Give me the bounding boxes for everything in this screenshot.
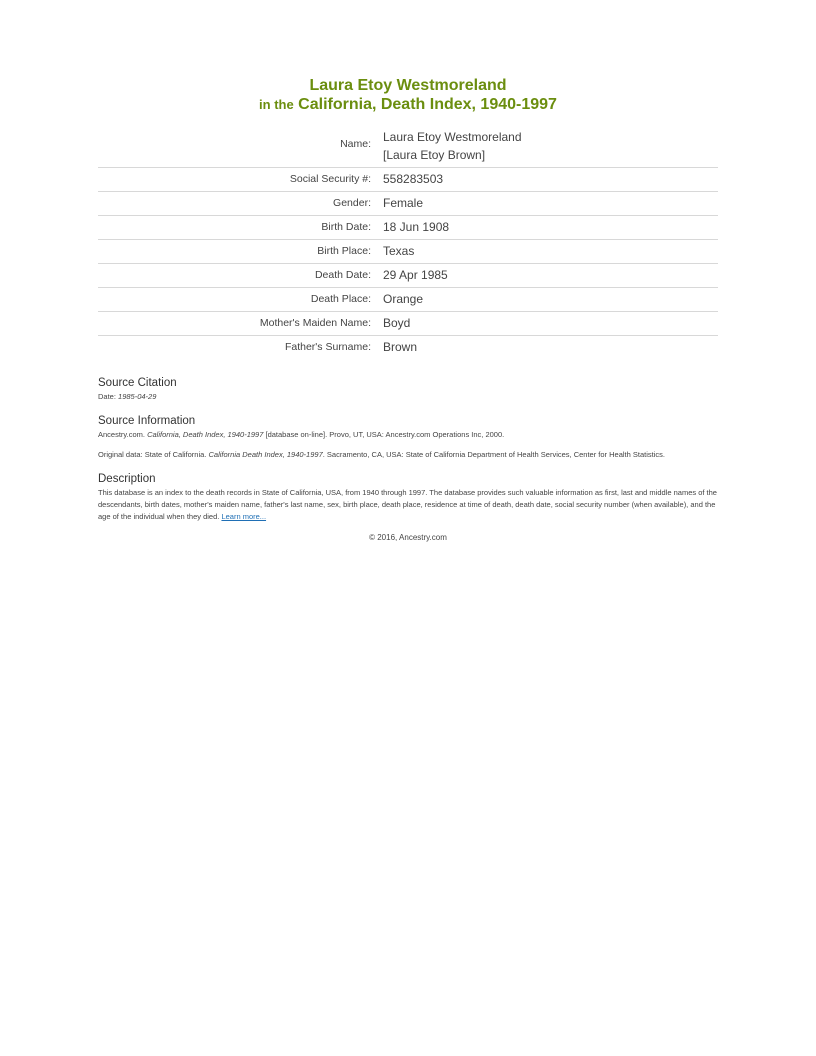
name-alt-value: [Laura Etoy Brown] [383, 148, 486, 162]
field-label: Social Security #: [98, 168, 383, 192]
title-prefix: in the [259, 97, 294, 112]
field-label: Gender: [98, 192, 383, 216]
field-value: 29 Apr 1985 [383, 264, 718, 288]
record-row [98, 216, 718, 240]
person-name: Laura Etoy Westmoreland [309, 77, 507, 94]
source-information-heading: Source Information [98, 415, 196, 427]
citation-date-value: 1985-04-29 [118, 392, 157, 401]
record-row [98, 264, 718, 288]
source-information-section [98, 415, 718, 461]
citation-date [98, 391, 718, 403]
original-data-suffix: . Sacramento, CA, USA: State of California Department of Health Services, Center for Health Statistics. [322, 450, 665, 459]
source-info-suffix: [database on-line]. Provo, UT, USA: Ancestry.com Operations Inc, 2000. [265, 430, 505, 439]
field-label: Death Date: [98, 264, 383, 288]
field-value: 18 Jun 1908 [383, 216, 718, 240]
field-label: Mother's Maiden Name: [98, 312, 383, 336]
field-label: Birth Place: [98, 240, 383, 264]
field-value: 558283503 [383, 168, 718, 192]
description-text [98, 487, 718, 523]
field-value: Orange [383, 288, 718, 312]
record-row [98, 168, 718, 192]
field-value: Brown [383, 340, 418, 354]
field-value: Texas [383, 240, 718, 264]
field-label: Name: [98, 126, 383, 168]
record-table [98, 126, 718, 359]
collection-title: California, Death Index, 1940-1997 [298, 96, 557, 113]
learn-more-link[interactable]: Learn more... [221, 512, 267, 521]
field-value: Female [383, 192, 718, 216]
field-label: Birth Date: [98, 216, 383, 240]
record-row [98, 192, 718, 216]
footer-copyright: © 2016, Ancestry.com [369, 533, 447, 542]
description-body: This database is an index to the death records in State of California, USA, from 1940 through 1997. The database provides such valuable information as first, last and middle names of the descendants, birth dates, mother's maiden name, father's last name, sex, birth place, death place, residence at time of death, death date, social security number (when available), and the age of the individual when they died. [98, 488, 717, 521]
record-row [98, 288, 718, 312]
original-data-title: California Death Index, 1940-1997 [208, 450, 323, 459]
page-title [98, 76, 718, 114]
source-info-prefix: Ancestry.com. [98, 430, 145, 439]
source-info-title: California, Death Index, 1940-1997 [147, 430, 264, 439]
original-data-prefix: Original data: State of California. [98, 450, 207, 459]
description-section [98, 473, 718, 523]
field-label: Death Place: [98, 288, 383, 312]
field-label: Father's Surname: [284, 341, 371, 353]
original-data-line [98, 449, 718, 461]
citation-date-label: Date: [98, 392, 116, 401]
record-row [98, 336, 718, 360]
description-heading: Description [98, 473, 156, 485]
record-page [98, 76, 718, 542]
source-citation-heading: Source Citation [98, 377, 177, 389]
field-value: Boyd [383, 312, 718, 336]
record-row [98, 126, 718, 168]
source-citation-section [98, 377, 718, 403]
record-row [98, 240, 718, 264]
source-info-line [98, 429, 718, 441]
name-value: Laura Etoy Westmoreland [383, 130, 522, 144]
record-row [98, 312, 718, 336]
field-value [383, 126, 718, 168]
